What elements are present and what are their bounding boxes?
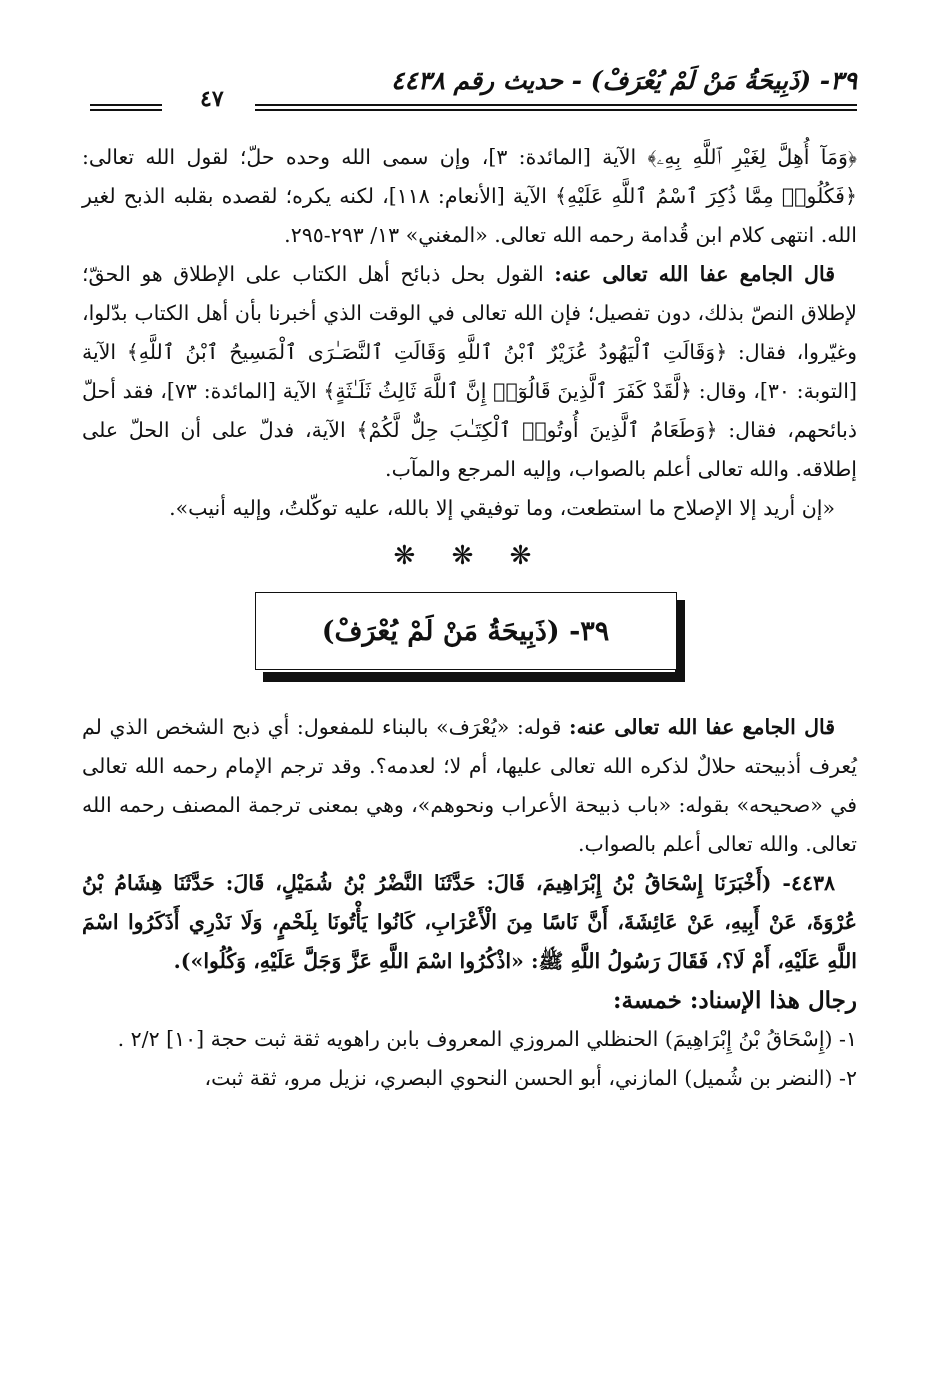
narrators-heading: رجال هذا الإسناد: خمسة: <box>613 987 857 1014</box>
box-shadow-bottom <box>263 672 685 682</box>
chapter-title-box <box>255 592 685 682</box>
narrator-entry: ١- (إِسْحَاقُ بْنُ إِبْرَاهِيمَ) الحنظلي المروزي المعروف بابن راهويه ثقة ثبت حجة [١٠] ٢/٢ . <box>117 1027 857 1051</box>
page-body <box>82 138 857 1098</box>
jami-text: القول بحل ذبائح أهل الكتاب على الإطلاق هو الحقّ؛ لإطلاق النصّ بذلك، دون تفصيل؛ فإن الله تعالى في الوقت الذي أخبرنا بأن أهل الكتاب بدّلوا، وغيّروا، فقال: ﴿وَقَالَتِ ٱلْيَهُودُ عُزَيْرٌ ٱبْنُ ٱللَّهِ وَقَالَتِ ٱلنَّصَـٰرَى ٱلْمَسِيحُ ٱبْنُ ٱللَّهِ﴾ الآية [التوبة: ٣٠]، وقال: ﴿لَّقَدْ كَفَرَ ٱلَّذِينَ قَالُوٓا۟ إِنَّ ٱللَّهَ ثَالِثُ ثَلَـٰثَةٍ﴾ الآية [المائدة: ٧٣]، فقد أحلّ ذبائحهم، فقال: ﴿وَطَعَامُ ٱلَّذِينَ أُوتُوا۟ ٱلْكِتَـٰبَ حِلٌّ لَّكُمْ﴾ الآية، فدلّ على أن الحلّ على إطلاقه. والله تعالى أعلم بالصواب، وإليه المرجع والمآب. <box>82 262 857 481</box>
commentary-text: قوله: «يُعْرَف» بالبناء للمفعول: أي ذبح الشخص الذي لم يُعرف أذبيحته حلالٌ لذكره الله تعالى عليها، أم لا؛ لعدمه؟. وقد ترجم الإمام رحمه الله تعالى في «صحيحه» بقوله: «باب ذبيحة الأعراب ونحوهم»، وهي بمعنى ترجمة المصنف رحمه الله تعالى. والله تعالى أعلم بالصواب. <box>82 715 857 856</box>
jami-lead: قال الجامع عفا الله تعالى عنه: <box>554 262 835 286</box>
chapter-title: ٣٩- (ذَبِيحَةُ مَنْ لَمْ يُعْرَفْ) <box>255 592 677 670</box>
header-rule-short <box>90 104 162 111</box>
closing-quote: «إن أريد إلا الإصلاح ما استطعت، وما توفيقي إلا بالله، عليه توكّلتُ، وإليه أنيب». <box>169 496 835 520</box>
header-rule <box>255 104 857 111</box>
section-separator: ❋ ❋ ❋ <box>393 541 546 571</box>
paragraph-quran-citation: ﴿وَمَآ أُهِلَّ لِغَيْرِ ٱللَّهِ بِهِۦ﴾ الآية [المائدة: ٣]، وإن سمى الله وحده حلّ؛ لقول الله تعالى: ﴿فَكُلُوا۟ مِمَّا ذُكِرَ ٱسْمُ ٱللَّهِ عَلَيْهِ﴾ الآية [الأنعام: ١١٨]، لكنه يكره؛ لقصده بقلبه الذبح لغير الله. انتهى كلام ابن قُدامة رحمه الله تعالى. «المغني» ١٣/ ٢٩٣-٢٩٥. <box>82 145 857 247</box>
commentary-lead: قال الجامع عفا الله تعالى عنه: <box>569 715 836 739</box>
paragraph-commentary <box>82 708 857 864</box>
hadith-text: ٤٤٣٨- (أَخْبَرَنَا إِسْحَاقُ بْنُ إِبْرَاهِيمَ، قَالَ: حَدَّثَنَا النَّضْرُ بْنُ شُمَيْلٍ، قَالَ: حَدَّثَنَا هِشَامُ بْنُ عُرْوَةَ، عَنْ أَبِيهِ، عَنْ عَائِشَةَ، أَنَّ نَاسًا مِنَ الْأَعْرَابِ، كَانُوا يَأْتُونَا بِلَحْمٍ، وَلَا نَدْرِي أَذَكَرُوا اسْمَ اللَّهِ عَلَيْهِ، أَمْ لَا؟، فَقَالَ رَسُولُ اللَّهِ ﷺ: «اذْكُرُوا اسْمَ اللَّهِ عَزَّ وَجَلَّ عَلَيْهِ، وَكُلُوا»). <box>82 871 857 973</box>
running-header <box>90 56 857 116</box>
page-number: ٤٧ <box>200 86 224 112</box>
narrator-entry: ٢- (النضر بن شُميل) المازني، أبو الحسن النحوي البصري، نزيل مرو، ثقة ثبت، <box>204 1066 857 1090</box>
paragraph-jami-opinion <box>82 255 857 489</box>
header-title: ٣٩- (ذَبِيحَةُ مَنْ لَمْ يُعْرَفْ) - حديث رقم ٤٤٣٨ <box>391 66 857 95</box>
